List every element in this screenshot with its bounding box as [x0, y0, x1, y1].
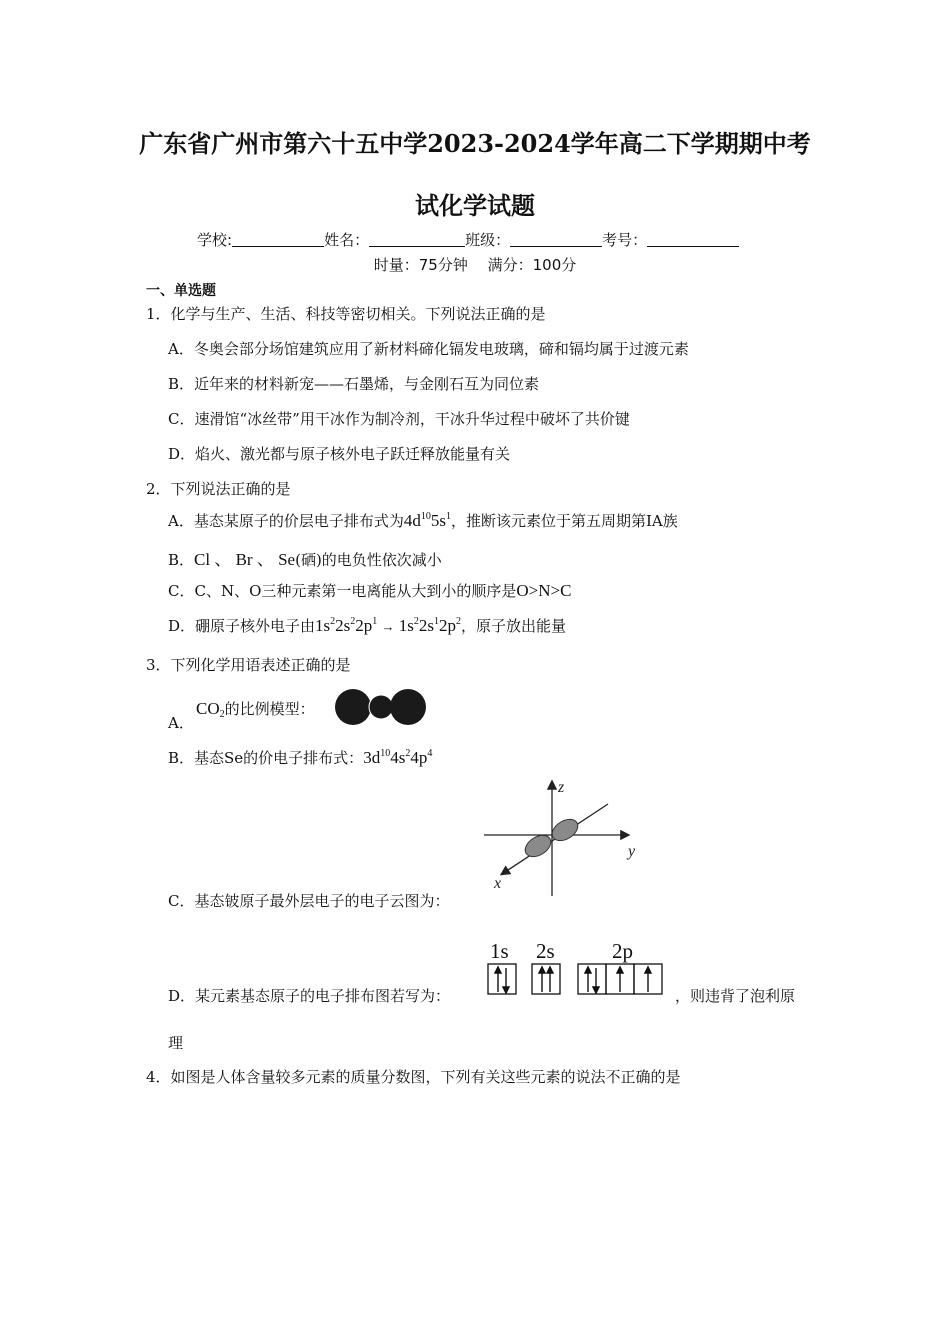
question-2-stem: 2．下列说法正确的是	[146, 480, 291, 498]
option-b-text: (硒)的电负性依次减小	[295, 551, 442, 569]
school-label: 学校:	[197, 231, 233, 249]
question-1-option-b: B．近年来的材料新宠——石墨烯，与金刚石互为同位素	[168, 375, 540, 393]
option-d-text: D．硼原子核外电子由	[168, 617, 316, 635]
carbon-atom	[369, 695, 393, 719]
option-b-label: B．	[168, 551, 195, 569]
name-blank[interactable]	[369, 232, 465, 247]
question-1-option-c: C．速滑馆“冰丝带”用干冰作为制冷剂，干冰升华过程中破坏了共价键	[168, 410, 630, 428]
class-blank[interactable]	[510, 232, 602, 247]
option-b-text: B．基态Se的价电子排布式：	[168, 749, 364, 767]
question-2-option-a	[168, 510, 678, 531]
question-3-option-d: D．某元素基态原子的电子排布图若写为：	[168, 987, 451, 1005]
electron-transition: $1s^22s^22p^1 \to 1s^22s^12p^2$	[315, 616, 462, 635]
option-a-text: 的比例模型：	[224, 700, 315, 718]
y-axis-label: y	[628, 843, 636, 860]
page-title-line2: 试化学试题	[415, 191, 535, 220]
question-3-option-d-cont: 理	[168, 1034, 184, 1052]
box-2s	[532, 964, 560, 994]
option-c-text: C．C、N、O三种元素第一电离能从大到小的顺序是	[168, 582, 517, 600]
question-3-option-b	[168, 747, 432, 768]
valence-config: $4d^{10}5s^1$	[403, 511, 451, 530]
question-4-stem: 4．如图是人体含量较多元素的质量分数图，下列有关这些元素的说法不正确的是	[146, 1068, 681, 1086]
element-list: Cl 、 Br 、 Se	[194, 550, 296, 569]
page-title-line1: 广东省广州市第六十五中学2023-2024学年高二下学期期中考	[139, 129, 811, 158]
z-axis-label: z	[558, 779, 565, 796]
co2-formula: $CO_2$	[196, 699, 225, 720]
option-a-text: A．基态某原子的价层电子排布式为	[168, 512, 404, 530]
question-1-option-d: D．焰火、激光都与原子核外电子跃迁释放能量有关	[168, 445, 511, 463]
question-2-option-d	[168, 615, 566, 636]
co2-space-filling-model	[334, 688, 428, 726]
label-2p: 2p	[612, 939, 633, 963]
co2-formula-line	[196, 698, 315, 720]
se-config: $3d^{10}4s^24p^4$	[363, 748, 433, 767]
class-label: 班级：	[465, 231, 511, 249]
question-3-option-d-tail: ，则违背了泡利原	[675, 987, 796, 1005]
question-1-option-a: A．冬奥会部分场馆建筑应用了新材料碲化镉发电玻璃，碲和镉均属于过渡元素	[168, 340, 689, 358]
question-3-option-c: C．基态铍原子最外层电子的电子云图为：	[168, 892, 450, 910]
question-3-stem: 3．下列化学用语表述正确的是	[146, 656, 351, 674]
exam-no-blank[interactable]	[647, 232, 739, 247]
option-a-text-tail: ，推断该元素位于第五周期第IA族	[450, 512, 678, 530]
label-1s: 1s	[490, 939, 509, 963]
section-heading: 一、单选题	[146, 283, 216, 299]
orbital-box-diagram	[484, 938, 670, 998]
option-a-label: A．	[168, 714, 194, 732]
question-2-option-b	[168, 545, 442, 570]
box-1s	[488, 964, 516, 994]
question-3-option-a	[168, 712, 194, 733]
exam-no-label: 考号：	[602, 231, 648, 249]
info-fields	[197, 229, 739, 250]
oxygen-atom-left	[335, 689, 371, 725]
electron-cloud-diagram	[480, 776, 650, 896]
option-d-text-tail: ，原子放出能量	[461, 617, 567, 635]
question-2-option-c	[168, 580, 571, 601]
x-axis-label: x	[494, 875, 502, 892]
oxygen-atom-right	[390, 689, 426, 725]
question-1-stem: 1．化学与生产、生活、科技等密切相关。下列说法正确的是	[146, 305, 546, 323]
ionization-order: O>N>C	[516, 581, 572, 600]
box-2p-1	[578, 964, 606, 994]
label-2s: 2s	[536, 939, 555, 963]
school-blank[interactable]	[232, 232, 324, 247]
name-label: 姓名：	[324, 231, 370, 249]
time-score: 时量：75分钟 满分：100分	[373, 256, 577, 274]
